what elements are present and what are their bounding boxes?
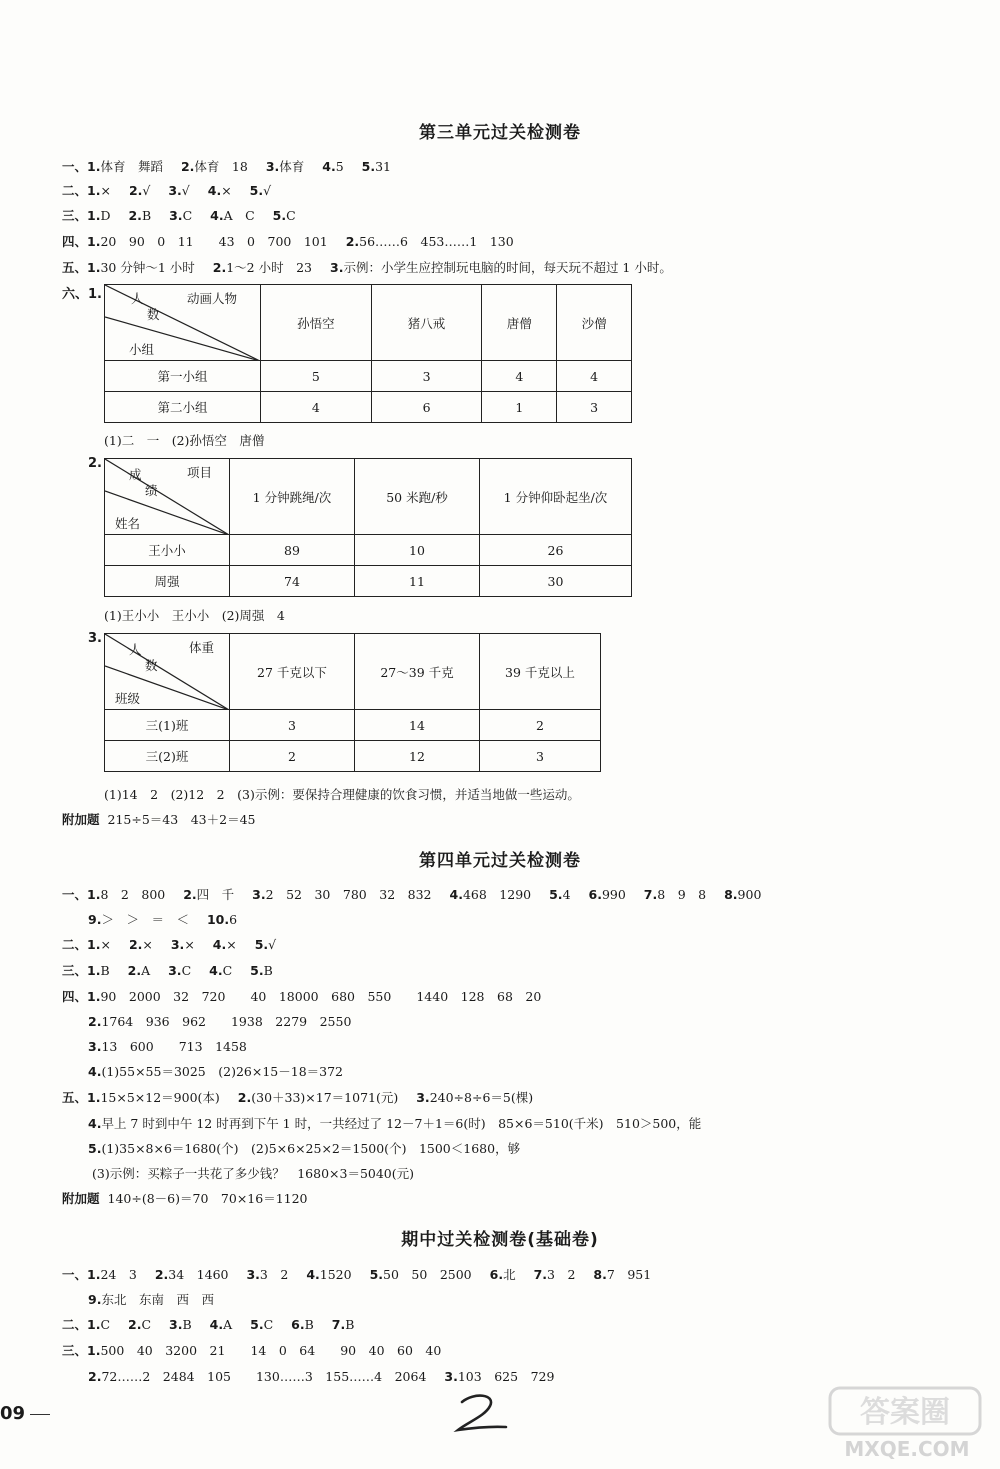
table-row: 三(2)班 2 12 3 [105,741,601,772]
unit4-section5: 五、1.15×5×12＝900(本) 2.(30＋33)×17＝1071(元) 3.240÷8÷6＝5(棵) [62,1090,534,1105]
unit4-bonus: 附加题 140÷(8－6)＝70 70×16＝1120 [62,1191,308,1206]
table2 [104,458,632,597]
midterm-title: 期中过关检测卷(基础卷) [401,1230,599,1250]
table1-corner: 动画人物 人 数 小组 [105,285,261,361]
unit4-section3: 三、1.B 2.A 3.C 4.C 5.B [62,963,273,978]
table2-label: 2. [88,456,102,471]
unit4-section2: 二、1.× 2.× 3.× 4.× 5.√ [62,937,277,952]
midterm-section1: 一、1.24 3 2.34 1460 3.3 2 4.1520 5.50 50 2500 6.北 7.3 2 8.7 951 [62,1267,652,1282]
unit3-section2: 二、1.× 2.√ 3.√ 4.× 5.√ [62,183,272,198]
unit4-section5d: (3)示例：买粽子一共花了多少钱？ 1680×3＝5040(元) [92,1166,415,1181]
table3-header: 39 千克以上 [480,634,601,710]
table2-header: 50 米跑/秒 [355,459,480,535]
unit4-section4c: 3.13 600 713 1458 [88,1039,247,1054]
unit3-section5: 五、1.30 分钟～1 小时 2.1～2 小时 23 3.示例：小学生应控制玩电脑的时间，每天玩不超过 1 小时。 [62,260,672,275]
table2-header: 1 分钟仰卧起坐/次 [480,459,632,535]
midterm-section2: 二、1.C 2.C 3.B 4.A 5.C 6.B 7.B [62,1317,355,1332]
table3 [104,633,601,772]
table1-answer: (1)二 一 (2)孙悟空 唐僧 [104,433,265,448]
table3-label: 3. [88,631,102,646]
table-row: 三(1)班 3 14 2 [105,710,601,741]
watermark-url: MXQE.COM [844,1437,970,1461]
table2-corner: 项目 成 绩 姓名 [105,459,230,535]
table2-answer: (1)王小小 王小小 (2)周强 4 [104,608,285,623]
unit3-section3: 三、1.D 2.B 3.C 4.A C 5.C [62,208,296,223]
unit4-section1b: 9.＞ ＞ ＝ ＜ 10.6 [88,912,238,927]
unit4-section4b: 2.1764 936 962 1938 2279 2550 [88,1014,352,1029]
table3-answer: (1)14 2 (2)12 2 (3)示例：要保持合理健康的饮食习惯，并适当地做一些运动。 [104,787,580,802]
table1-header: 沙僧 [557,285,632,361]
table1-header: 猪八戒 [371,285,482,361]
table1-header: 唐僧 [482,285,557,361]
watermark-logo-text: 答案圈 [860,1395,950,1430]
table1-header: 孙悟空 [261,285,372,361]
midterm-section3: 三、1.500 40 3200 21 14 0 64 90 40 60 40 [62,1343,442,1358]
table3-header: 27 千克以下 [230,634,355,710]
unit3-bonus: 附加题 215÷5＝43 43＋2＝45 [62,812,256,827]
table-row: 王小小 89 10 26 [105,535,632,566]
unit4-section4d: 4.(1)55×55＝3025 (2)26×15－18＝372 [88,1064,344,1079]
table-row: 第二小组 4 6 1 3 [105,392,632,423]
table3-header: 27～39 千克 [355,634,480,710]
handwritten-mark-icon [452,1390,512,1434]
unit3-title: 第三单元过关检测卷 [419,123,581,143]
table-row: 周强 74 11 30 [105,566,632,597]
table1-label: 六、1. [62,287,102,302]
unit4-title: 第四单元过关检测卷 [419,851,581,871]
midterm-section1b: 9.东北 东南 西 西 [88,1292,214,1307]
page-number: 09 [0,1403,26,1424]
unit3-section4: 四、1.20 90 0 11 43 0 700 101 2.56……6 453……1 130 [62,234,514,249]
unit4-section1: 一、1.8 2 800 2.四 千 3.2 52 30 780 32 832 4.468 1290 5.4 6.990 7.8 9 8 8.900 [62,887,762,902]
unit4-section5c: 5.(1)35×8×6＝1680(个) (2)5×6×25×2＝1500(个) 1500＜1680，够 [88,1141,521,1156]
table3-corner: 体重 人 数 班级 [105,634,230,710]
page-number-dash [30,1414,50,1415]
unit4-section5b: 4.早上 7 时到中午 12 时再到下午 1 时，一共经过了 12－7＋1＝6(时) 85×6＝510(千米) 510＞500，能 [88,1116,702,1131]
midterm-section3b: 2.72……2 2484 105 130……3 155……4 2064 3.103 625 729 [88,1369,555,1384]
table2-header: 1 分钟跳绳/次 [230,459,355,535]
watermark-logo-icon [822,1384,992,1462]
unit3-section1: 一、1.体育 舞蹈 2.体育 18 3.体育 4.5 5.31 [62,159,392,174]
unit4-section4: 四、1.90 2000 32 720 40 18000 680 550 1440 128 68 20 [62,989,542,1004]
table-row: 第一小组 5 3 4 4 [105,361,632,392]
table1 [104,284,632,423]
